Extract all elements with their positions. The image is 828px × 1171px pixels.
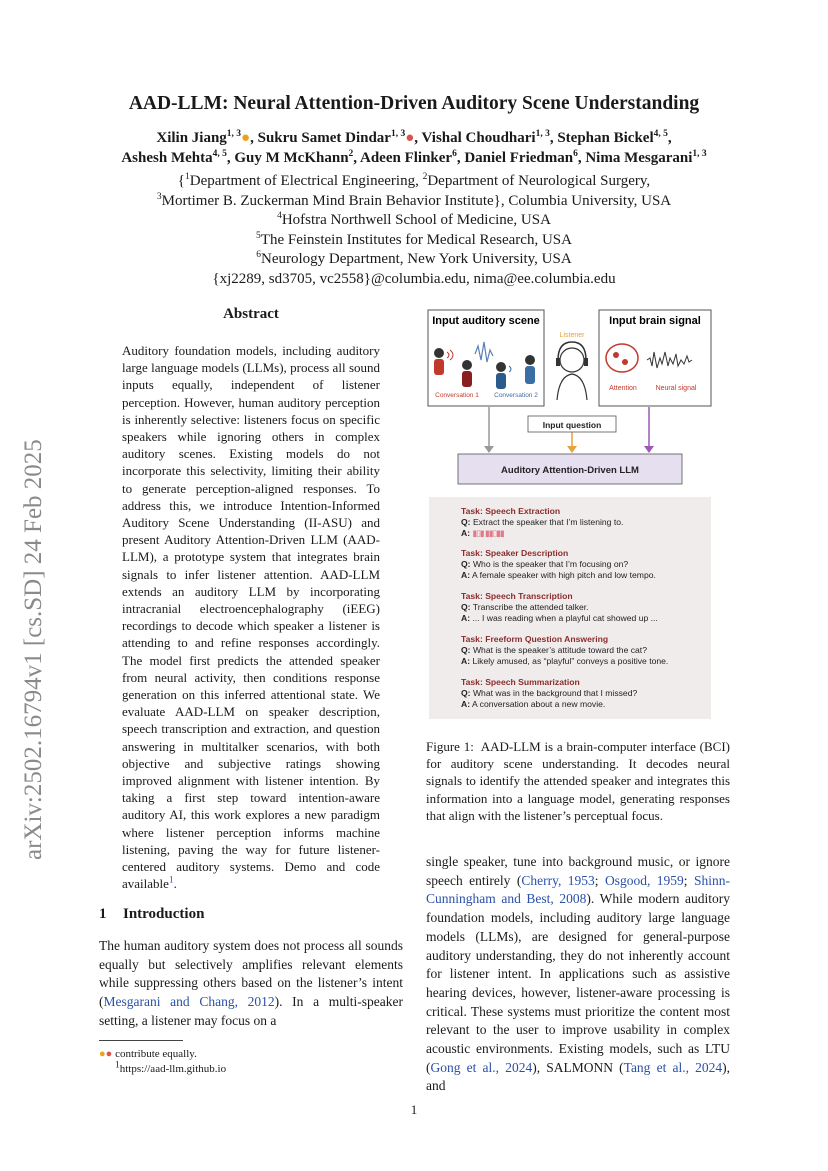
citation-link[interactable]: Gong et al., 2024 [430,1059,533,1075]
affiliation-line: {$^1$Department of Electrical Engineering, $^2$Department of Neurological Surgery, [177,172,651,189]
page-number: 1 [410,1102,418,1117]
author-name: Adeen Flinker [359,150,453,166]
footnote-url[interactable]: https://aad-llm.github.io [119,1063,227,1075]
task-speech-summarization: Task: Speech Summarization Q: What was in the background that I missed? A: A conversation about a new movie. [461,677,638,709]
author-list [60,128,768,168]
task-speech-transcription: Task: Speech Transcription Q: Transcribe the attended talker. A: ... I was reading when a playful cat showed up ... [461,591,658,623]
footnote-link[interactable]: 1 [168,875,174,886]
citation-link[interactable]: Tang et al., 2024 [623,1059,723,1075]
author-name: Vishal Choudhari [421,130,536,146]
abstract-body: Auditory foundation models, including auditory large language models (LLMs), process all sound inputs equally, independent of listener perception. However, human auditory perception is inherently selective: listeners focus on specific speakers while ignoring others in complex auditory scenes. Existing models do not incorporate this selectivity, limiting their ability to generate perception-aligned responses. To address this, we introduce Intention-Informed Auditory Scene Understanding (II-ASU) and present Auditory Attention-Driven LLM (AAD-LLM), a prototype system that integrates brain signals to infer listener attention. AAD-LLM extends an auditory LLM by incorporating intracranial electroencephalography (iEEG) recordings to decode which speaker a listener is attending to and refine responses accordingly. The model first predicts the attended speaker from neural activity, then conditions response generation on this inferred attentional state. We evaluate AAD-LLM on speaker description, speech transcription and extraction, and question answering in multitalker scenarios, with both objective and subjective ratings showing improved alignment with listener intention. By taking a first step toward intention-aware auditory AI, this work explores a new paradigm where listener perception informs machine listening, paving the way for future listener-centered auditory systems. Demo and code available$^1$. [122,343,380,892]
affiliation-line: $^3$Mortimer B. Zuckerman Mind Brain Behavior Institute}, Columbia University, USA [156,191,672,209]
task-freeform-qa: Task: Freeform Question Answering Q: What is the speaker’s attitude toward the cat? A: Likely amused, as “playful” conveys a positive tone. [461,634,669,666]
author-name: Ashesh Mehta [121,150,213,166]
arxiv-identifier[interactable]: arXiv:2502.16794v1 [cs.SD] 24 Feb 2025 [20,439,47,860]
author-name: Guy M McKhann [234,150,349,166]
input-question-label: Input question [542,420,602,430]
equal-contrib-icon: ● [241,130,251,146]
listener-label: Listener [559,332,585,339]
author-name: Xilin Jiang [156,130,227,146]
section-heading-introduction: 1 Introduction [99,906,205,922]
task-speaker-description: Task: Speaker Description Q: Who is the speaker that I’m focusing on? A: A female speaker with high pitch and low tempo. [461,548,656,580]
affiliation-line: $^6$Neurology Department, New York University, USA [256,250,572,268]
conversation-1-label: Conversation 1 [435,392,479,399]
equal-contrib-icon: ● [99,1048,106,1060]
affiliation-line: $^4$Hofstra Northwell School of Medicine, USA [277,211,551,229]
llm-label: Auditory Attention-Driven LLM [501,465,639,476]
audio-waveform-icon: ▮▯▮ ▮▮▯▮▮ [472,528,504,538]
brain-icon [606,344,638,372]
footnote-equal: ●● contribute equally. [99,1048,197,1060]
author-line-2: Ashesh Mehta$^{4, 5}$, Guy M McKhann$^2$, Adeen Flinker$^6$, Daniel Friedman$^6$, Nima Mesgarani$^{1, 3}$ [121,149,707,166]
affiliation-line: $^5$The Feinstein Institutes for Medical Research, USA [256,230,572,248]
footnote-rule [99,1040,183,1041]
figure-1-diagram [427,308,717,493]
author-name: Sukru Samet Dindar [257,130,391,146]
citation-link[interactable]: Mesgarani and Chang, 2012 [103,994,275,1010]
listener-icon [556,342,588,400]
author-name: Stephan Bickel [557,130,654,146]
equal-contrib-icon: ● [405,130,415,146]
affiliations [60,172,768,290]
author-name: Nima Mesgarani [585,150,693,166]
input-brain-label: Input brain signal [609,315,701,327]
footnote-1: $^1$https://aad-llm.github.io [115,1060,227,1075]
attention-label: Attention [609,385,637,392]
neural-signal-label: Neural signal [655,385,697,392]
abstract-heading: Abstract [223,306,279,322]
author-emails: {xj2289, sd3705, vc2558}@columbia.edu, nima@ee.columbia.edu [212,270,616,287]
intro-paragraph: The human auditory system does not process all sounds equally but selectively amplifies relevant elements while suppressing others based on the listener’s intent (Mesgarani and Chang, 2012). In a multi-speaker setting, a listener may focus on a [99,938,403,1028]
paper-title: AAD-LLM: Neural Attention-Driven Auditory Scene Understanding [128,93,700,114]
citation-link[interactable]: Shinn-Cunningham and Best, 2008 [426,872,730,907]
author-line-1: Xilin Jiang$^{1, 3}$●, Sukru Samet Dindar$^{1, 3}$●, Vishal Choudhari$^{1, 3}$, Stephan Bickel$^{4, 5}$, [156,129,672,146]
citation-link[interactable]: Cherry, 1953 [521,872,595,888]
intro-paragraph-continued: single speaker, tune into background music, or ignore speech entirely (Cherry, 1953; Osgood, 1959; Shinn-Cunningham and Best, 2008). While modern auditory foundation models, including auditory large language models (LLMs), are designed for general-purpose auditory understanding, they do not inherently account for listener intent. In applications such as assistive hearing devices, however, listener-aware processing is critical. These systems must prioritize the content most relevant to the user to improve usability in complex acoustic environments. Existing models, such as LTU (Gong et al., 2024), SALMONN (Tang et al., 2024), and [426,854,731,1094]
author-name: Daniel Friedman [464,150,574,166]
conversation-2-label: Conversation 2 [494,392,538,399]
citation-link[interactable]: Osgood, 1959 [604,872,684,888]
equal-contrib-icon: ● [105,1048,113,1060]
task-speech-extraction: Task: Speech Extraction Q: Extract the speaker that I’m listening to. A: ▮▯▮ ▮▮▯▮▮ [461,506,624,538]
input-scene-label: Input auditory scene [432,315,540,327]
figure-1-caption: Figure 1: AAD-LLM is a brain-computer interface (BCI) for auditory scene understanding. It decodes neural signals to identify the attended speaker and integrates this information into a language model, generating responses that align with the listener’s perceptual focus. [426,739,730,823]
task-examples-panel [429,497,711,719]
